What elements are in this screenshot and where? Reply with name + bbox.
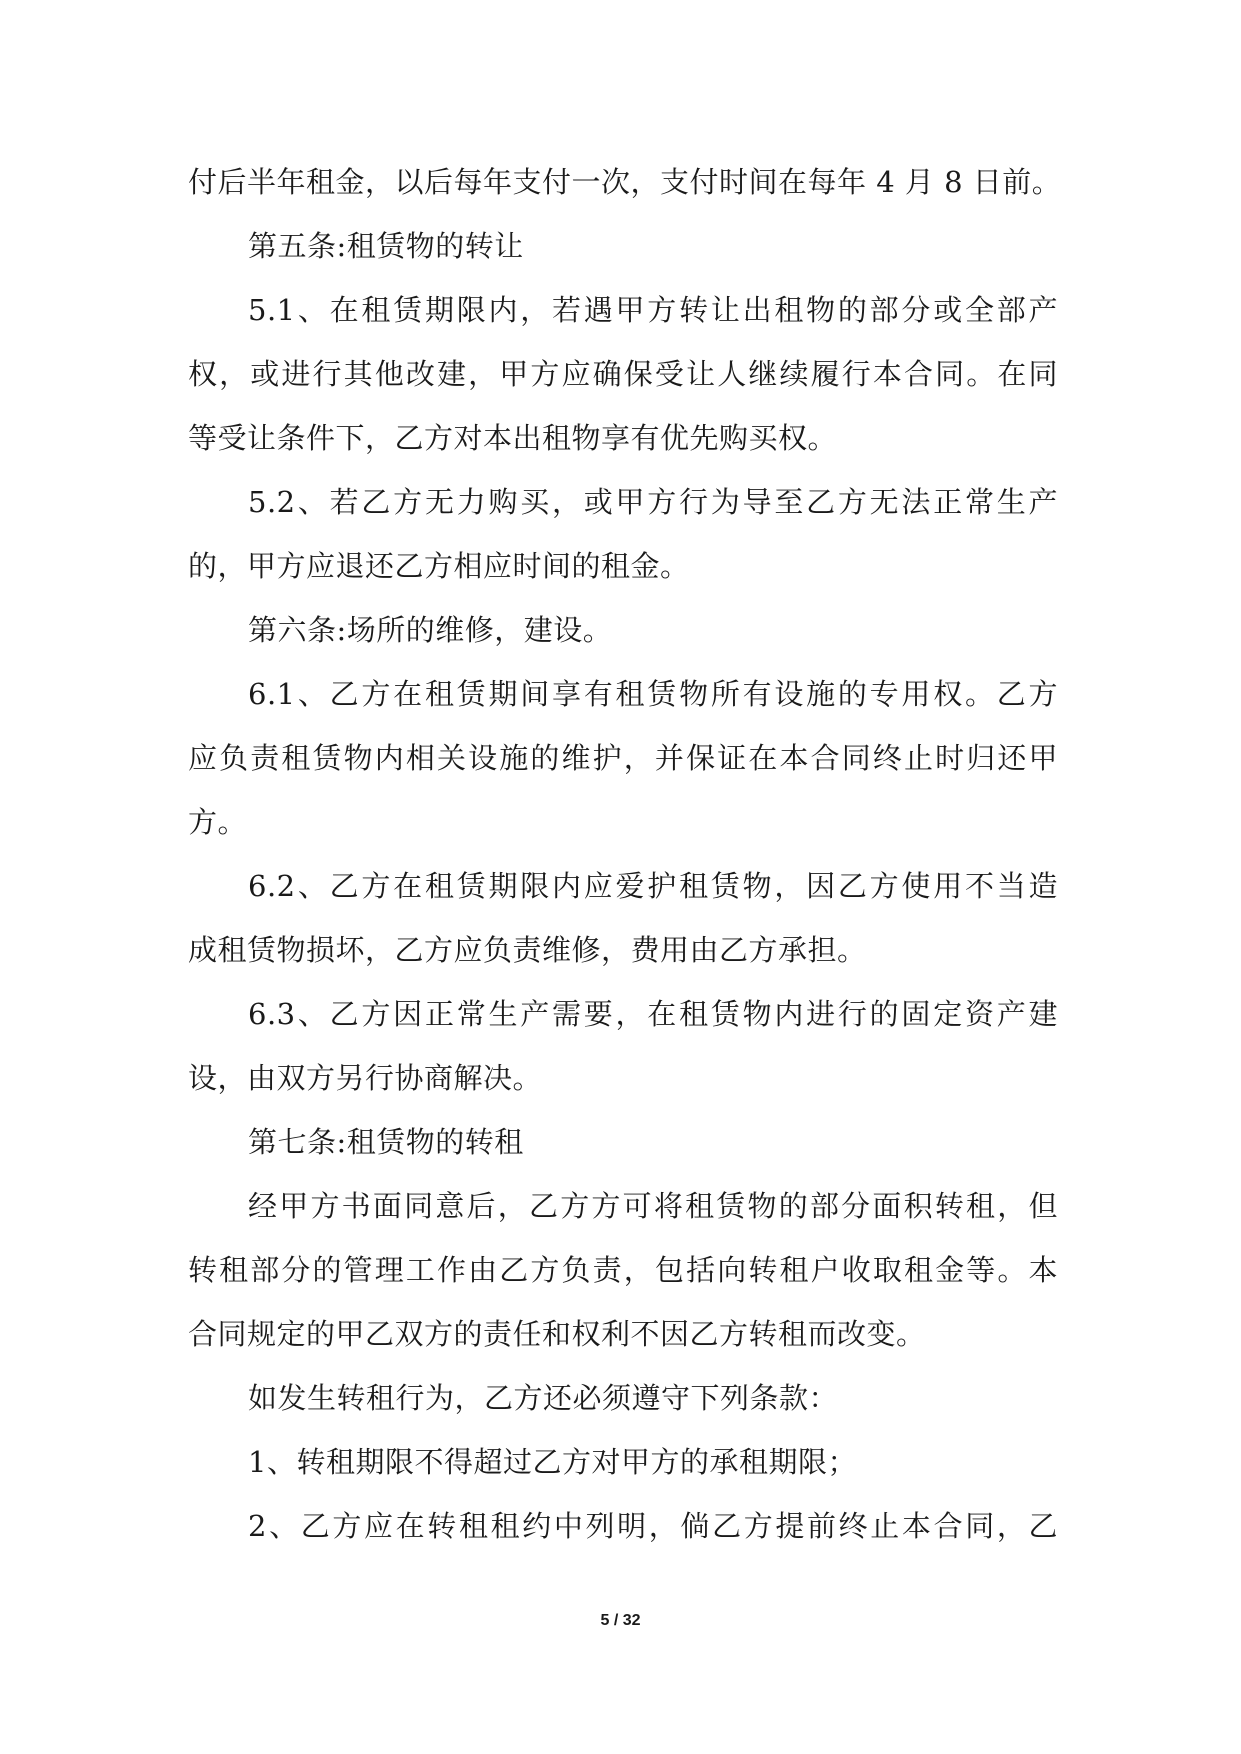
text-line: 方。: [188, 805, 248, 839]
text-line: 如发生转租行为，乙方还必须遵守下列条款：: [248, 1381, 839, 1415]
text-line: 的，甲方应退还乙方相应时间的租金。: [188, 549, 690, 583]
text-line: 转租部分的管理工作由乙方负责，包括向转租户收取租金等。本: [188, 1253, 1058, 1287]
text-line: 权，或进行其他改建，甲方应确保受让人继续履行本合同。在同: [188, 357, 1058, 391]
text-line: 第六条:场所的维修，建设。: [248, 613, 613, 647]
text-line: 等受让条件下，乙方对本出租物享有优先购买权。: [188, 421, 838, 455]
text-line: 付后半年租金，以后每年支付一次，支付时间在每年 4 月 8 日前。: [188, 165, 1062, 199]
text-line: 设，由双方另行协商解决。: [188, 1061, 543, 1095]
text-line: 1、转租期限不得超过乙方对甲方的承租期限；: [248, 1445, 857, 1479]
text-line: 第五条:租赁物的转让: [248, 229, 524, 263]
page-number: 5 / 32: [600, 1612, 641, 1629]
document-body: [188, 150, 1062, 1558]
text-line: 5.1、在租赁期限内，若遇甲方转让出租物的部分或全部产: [248, 293, 1058, 327]
text-line: 合同规定的甲乙双方的责任和权利不因乙方转租而改变。: [188, 1317, 926, 1351]
text-line: 2、乙方应在转租租约中列明，倘乙方提前终止本合同，乙: [248, 1509, 1058, 1543]
text-line: 第七条:租赁物的转租: [248, 1125, 524, 1159]
text-line: 5.2、若乙方无力购买，或甲方行为导至乙方无法正常生产: [248, 485, 1058, 519]
text-line: 6.3、乙方因正常生产需要，在租赁物内进行的固定资产建: [248, 997, 1058, 1031]
text-line: 应负责租赁物内相关设施的维护，并保证在本合同终止时归还甲: [188, 741, 1058, 775]
text-line: 成租赁物损坏，乙方应负责维修，费用由乙方承担。: [188, 933, 867, 967]
text-line: 6.1、乙方在租赁期间享有租赁物所有设施的专用权。乙方: [248, 677, 1058, 711]
text-line: 6.2、乙方在租赁期限内应爱护租赁物，因乙方使用不当造: [248, 869, 1058, 903]
text-line: 经甲方书面同意后，乙方方可将租赁物的部分面积转租，但: [248, 1189, 1058, 1223]
